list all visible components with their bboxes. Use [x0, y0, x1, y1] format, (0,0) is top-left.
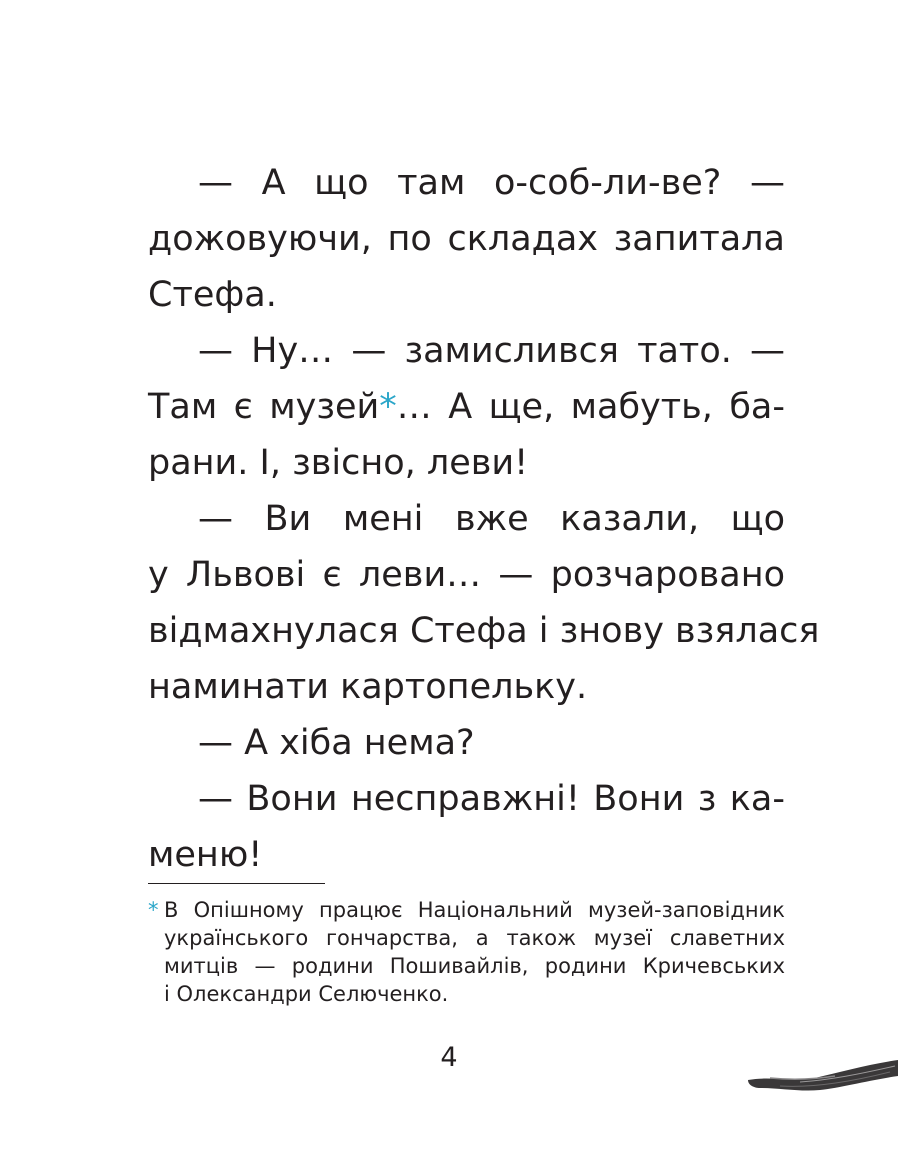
text-segment: Там є музей: [148, 387, 380, 427]
text-line: Стефа.: [148, 275, 277, 315]
text-line: дожовуючи, по складах запитала: [148, 219, 785, 259]
footnote-line: В Опішному працює Національний музей-заповідник: [164, 898, 785, 922]
footnote-divider: [148, 883, 325, 884]
footnote-ref-marker: *: [379, 387, 397, 427]
text-line: — А хіба нема?: [198, 723, 475, 763]
text-line: — А що там о-соб-ли-ве? —: [198, 163, 785, 203]
text-line: — Ви мені вже казали, що: [198, 499, 785, 539]
footnote-marker: *: [148, 898, 159, 922]
text-line: — Вони несправжні! Вони з ка-: [198, 779, 785, 819]
text-line: наминати картопельку.: [148, 667, 588, 707]
text-line: у Львові є леви… — розчаровано: [148, 555, 785, 595]
footnote-line: і Олександри Селюченко.: [164, 982, 449, 1006]
footnote-line: митців — родини Пошивайлів, родини Кричевських: [164, 954, 785, 978]
footnote-line: українського гончарства, а також музеї славетних: [164, 926, 785, 950]
text-line: меню!: [148, 835, 263, 875]
text-line: рани. І, звісно, леви!: [148, 443, 529, 483]
text-line: — Ну… — замислився тато. —: [198, 331, 785, 371]
brush-stroke-decoration: [740, 1050, 898, 1100]
text-line: відмахнулася Стефа і знову взялася: [148, 611, 820, 651]
text-line: [148, 387, 785, 427]
page-number: 4: [440, 1042, 458, 1073]
text-segment: … А ще, мабуть, ба-: [396, 387, 785, 427]
